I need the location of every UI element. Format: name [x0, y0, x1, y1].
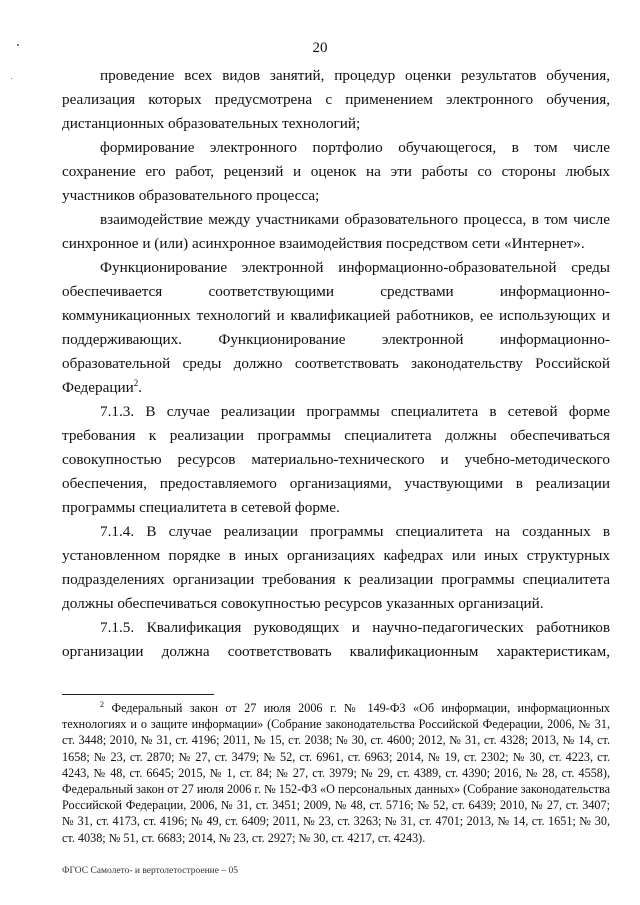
paragraph: 7.1.5. Квалификация руководящих и научно-педагогических работников организации должна соответствовать квалификационным характеристикам, [62, 619, 610, 660]
footnote-text: Федеральный закон от 27 июля 2006 г. № 149-ФЗ «Об информации, информационных технологиях и о защите информации» (Собрание законодательства Российской Федерации, 2006, № 31, ст. 3448; 2010, № 31, ст. 4196; 2011, № 15, ст. 2038; № 30, ст. 4600; 2012, № 31, ст. 4328; 2013, № 14, ст. 1658; № 23, ст. 2870; № 27, ст. 3479; № 52, ст. 6961, ст. 6963; 2014, № 19, ст. 2302; № 30, ст. 4223, ст. 4243, № 48, ст. 6645; 2015, № 1, ст. 84; № 27, ст. 3979; № 29, ст. 4389, ст. 4390; 2016, № 28, ст. 4558), Федеральный закон от 27 июля 2006 г. № 152-ФЗ «О персональных данных» (Собрание законодательства Российской Федерации, 2006, № 31, ст. 3451; 2009, № 48, ст. 5716; № 52, ст. 6439; 2010, № 27, ст. 3407; № 31, ст. 4173, ст. 4196; № 49, ст. 6409; 2011, № 23, ст. 3263; № 31, ст. 4701; 2013, № 14, ст. 1651; № 30, ст. 4038; № 51, ст. 6683; 2014, № 23, ст. 2927; № 30, ст. 4217, ст. 4243). [62, 701, 610, 845]
paragraph-text: Функционирование электронной информационно-образовательной среды обеспечивается соответствующими средствами информационно-коммуникационных технологий и квалификацией работников, ее использующих и поддерживающих. Функционирование электронной информационно-образовательной среды должно соответствовать законодательству Российской Федерации [62, 259, 610, 396]
footnote-marker: 2 [100, 699, 104, 709]
paragraph: взаимодействие между участниками образовательного процесса, в том числе синхронное и (или) асинхронное взаимодействия посредством сети «Интернет». [62, 211, 610, 252]
footnote-reference[interactable]: 2 [133, 377, 139, 388]
footnote [62, 700, 610, 846]
footnote-divider [62, 694, 214, 695]
paragraph: формирование электронного портфолио обучающегося, в том числе сохранение его работ, рецензий и оценок на эти работы со стороны любых участников образовательного процесса; [62, 139, 610, 204]
page-number: 20 [312, 40, 328, 56]
body-text [62, 64, 610, 664]
paragraph: 7.1.4. В случае реализации программы специалитета на созданных в установленном порядке в иных организациях кафедрах или иных структурных подразделениях организации требования к реализации программы специалитета должны обеспечиваться совокупностью ресурсов указанных организаций. [62, 523, 610, 612]
scan-speck [11, 78, 12, 79]
document-footer: ФГОС Самолето- и вертолетостроение – 05 [62, 866, 238, 876]
paragraph: 7.1.3. В случае реализации программы специалитета в сетевой форме требования к реализации программы специалитета должны обеспечиваться совокупностью ресурсов материально-технического и учебно-методического обеспечения, предоставляемого организациями, участвующими в реализации программы специалитета в сетевой форме. [62, 403, 610, 516]
paragraph: проведение всех видов занятий, процедур оценки результатов обучения, реализация которых предусмотрена с применением электронного обучения, дистанционных образовательных технологий; [62, 67, 610, 132]
paragraph: Функционирование электронной информационно-образовательной среды обеспечивается соответствующими средствами информационно-коммуникационных технологий и квалификацией работников, ее использующих и поддерживающих. Функционирование электронной информационно-образовательной среды должно соответствовать законодательству Российской Федерации$^2$. [62, 259, 610, 396]
